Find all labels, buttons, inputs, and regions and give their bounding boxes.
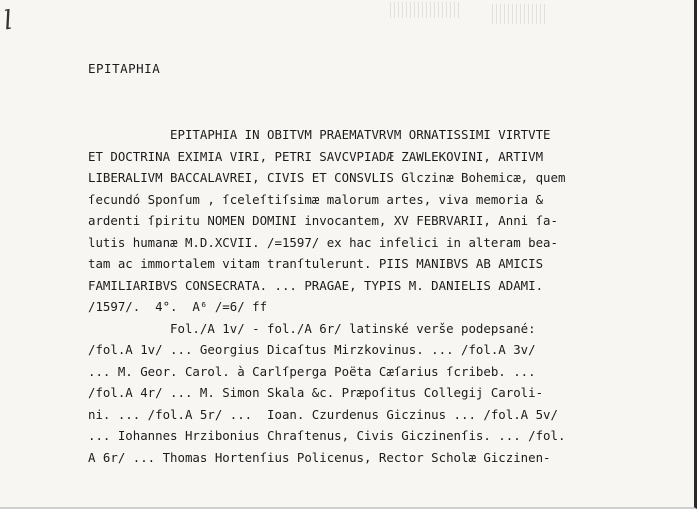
card-line: FAMILIARIBVS CONSECRATA. ... PRAGAE, TYPIS M. DANIELIS ADAMI. [88,277,544,293]
handwritten-margin-mark: l [1,5,15,37]
card-line: /fol.A 4r/ ... M. Simon Skala &c. Præpoſitus Collegij Caroli- [88,385,544,400]
card-heading: EPITAPHIA [88,61,161,76]
card-line: lutis humanæ M.D.XCVII. /=1597/ ex hac infelici in alteram bea- [88,234,558,250]
card-line: Fol./A 1v/ - fol./A 6r/ latinské verše podepsané: [88,320,536,336]
card-line: EPITAPHIA IN OBITVM PRAEMATVRVM ORNATISSIMI VIRTVTE [88,127,551,142]
card-line: ſecundó Sponſum , ſceleſtiſsimæ malorum artes, viva memoria & [88,191,544,207]
card-line: ET DOCTRINA EXIMIA VIRI, PETRI SAVCVPIADÆ ZAWLEKOVINI, ARTIVM [88,148,544,164]
card-line: /fol.A 1v/ ... Georgius Dicaſtus Mirzkovinus. ... /fol.A 3v/ [88,342,536,357]
scan-smudge [390,2,460,18]
card-line: /1597/. 4°. A⁶ /=6/ ff [88,299,268,314]
card-line: ... Iohannes Hrzibonius Chraſtenus, Civis Giczinenſis. ... /fol. [88,428,566,443]
card-body [88,124,565,468]
card-line: A 6r/ ... Thomas Hortenſius Policenus, Rector Scholæ Giczinen- [88,449,551,465]
card-line: ni. ... /fol.A 5r/ ... Ioan. Czurdenus Giczinus ... /fol.A 5v/ [88,406,558,422]
scan-smudge [492,4,548,24]
card-line: tam ac immortalem vitam tranſtulerunt. PIIS MANIBVS AB AMICIS [88,256,544,271]
card-line: ardenti ſpiritu NOMEN DOMINI invocantem, XV FEBRVARII, Anni ſa- [88,213,558,228]
card-line: LIBERALIVM BACCALAVREI, CIVIS ET CONSVLIS Glczinæ Bohemicæ, quem [88,170,566,185]
card-line: ... M. Geor. Carol. à Carlſperga Poëta Cæſarius ſcribeb. ... [88,363,536,379]
